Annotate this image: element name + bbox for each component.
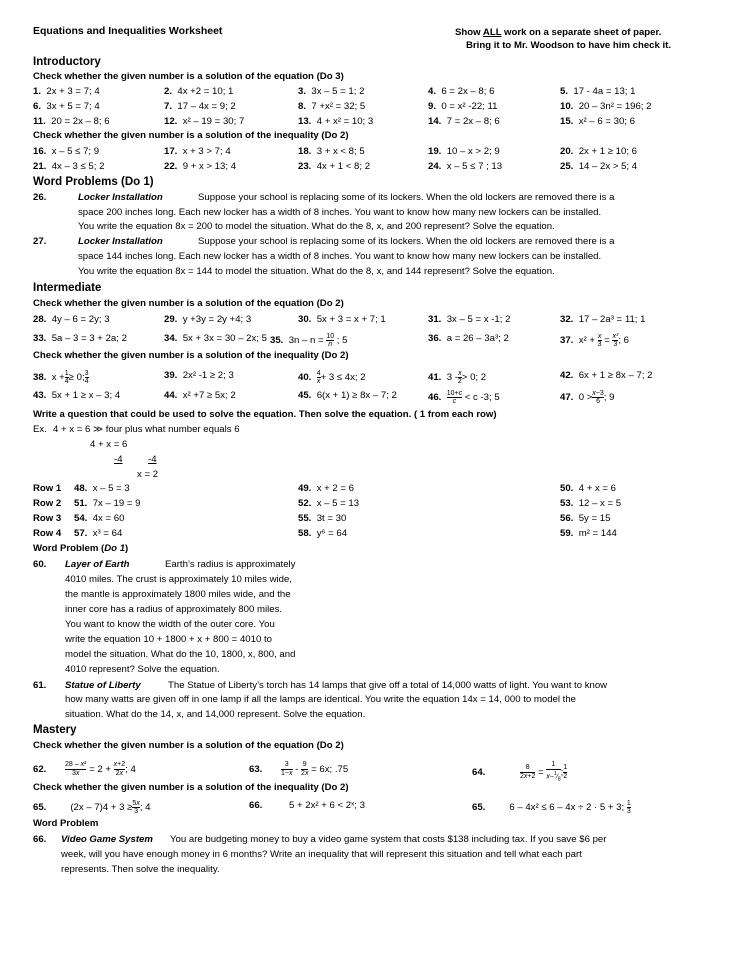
row-label: Row 3 <box>33 513 62 524</box>
problem-number: 66. <box>33 834 47 845</box>
problem-34: 34. 5x + 3x = 30 – 2x; 5 <box>164 333 267 344</box>
problem-title: Locker Installation <box>78 192 163 203</box>
problem-63: 63. $\frac{3}{1-x}$ - $\frac{9}{2x}$ = 6x; .75 <box>249 761 349 777</box>
problem-text: You write the equation 8x = 200 to model the situation. What do the 8, x, and 200 represent? Solve the equation. <box>78 221 555 232</box>
row-label: Row 4 <box>33 528 62 539</box>
mastery-ineq-instruction: Check whether the given number is a solution of the inequality (Do 2) <box>33 782 349 793</box>
problem-7: 7. 17 – 4x = 9; 2 <box>164 101 236 112</box>
row-problem: 55. 3t = 30 <box>298 513 347 524</box>
problem-33: 33. 5a – 3 = 3 + 2a; 2 <box>33 333 127 344</box>
problem-text: 4010 represent? Solve the equation. <box>65 664 220 675</box>
example-step3: x = 2 <box>137 469 159 480</box>
write-question-instruction: Write a question that could be used to solve the equation. Then solve the equation. ( 1 from each row) <box>33 409 497 420</box>
problem-5: 5. 17 - 4a = 13; 1 <box>560 86 636 97</box>
inter-eq-instruction: Check whether the given number is a solution of the equation (Do 2) <box>33 298 344 309</box>
problem-14: 14. 7 = 2x – 8; 6 <box>428 116 500 127</box>
problem-46: 46. $\frac{10+c}{c}$ < c -3; 5 <box>428 390 500 405</box>
problem-39: 39. 2x² -1 ≥ 2; 3 <box>164 370 234 381</box>
problem-text: You are budgeting money to buy a video game system that costs $138 including tax. If you save $6 per <box>170 834 607 845</box>
instructions-line2: Bring it to Mr. Woodson to have him check it. <box>466 40 672 51</box>
problem-20: 20. 2x + 1 ≥ 10; 6 <box>560 146 638 157</box>
problem-11: 11. 20 = 2x – 8; 6 <box>33 116 110 127</box>
section-mastery: Mastery <box>33 724 77 736</box>
problem-number: 27. <box>33 236 47 247</box>
problem-47: 47. 0 > $\frac{x-3}{6}$ ; 9 <box>560 390 615 405</box>
example-step1: 4 + x = 6 <box>90 439 128 450</box>
problem-number: 60. <box>33 559 47 570</box>
example-step2b: -4 <box>148 454 157 465</box>
problem-29: 29. y +3y = 2y +4; 3 <box>164 314 252 325</box>
problem-64: 64. $\frac{8}{2x+2}$ = $\frac{1}{x-^1⁄_8}$ ; $\frac{1}{2}$ <box>472 761 568 783</box>
problem-12: 12. x² – 19 = 30; 7 <box>164 116 245 127</box>
problem-6: 6. 3x + 5 = 7; 4 <box>33 101 100 112</box>
problem-text: how many watts are given off in one lamp if all the lamps are identical. You write the equation 14x = 14, 000 to model the <box>65 694 577 705</box>
problem-35: 35. 3n – n = $\frac{10}{n}$ ; 5 <box>270 333 348 348</box>
problem-22: 22. 9 + x > 13; 4 <box>164 161 237 172</box>
intro-ineq-instruction: Check whether the given number is a solution of the inequality (Do 2) <box>33 130 349 141</box>
problem-3: 3. 3x – 5 = 1; 2 <box>298 86 365 97</box>
example-step2a: -4 <box>114 454 123 465</box>
row-problem: 59. m² = 144 <box>560 528 617 539</box>
row-problem: 54. 4x = 60 <box>74 513 125 524</box>
problem-9: 9. 0 = x² -22; 11 <box>428 101 498 112</box>
problem-1: 1. 2x + 3 = 7; 4 <box>33 86 100 97</box>
problem-text: space 144 inches long. Each new locker has a width of 8 inches. You want to know how many new lockers can be installed. <box>78 251 602 262</box>
problem-28: 28. 4y – 6 = 2y; 3 <box>33 314 110 325</box>
problem-text: write the equation 10 + 1800 + x + 800 = 4010 to <box>65 634 272 645</box>
problem-24: 24. x – 5 ≤ 7 ; 13 <box>428 161 503 172</box>
problem-text: the mantle is approximately 1800 miles wide, and the <box>65 589 291 600</box>
mastery-eq-instruction: Check whether the given number is a solution of the equation (Do 2) <box>33 740 344 751</box>
intro-word-problems-heading: Word Problems (Do 1) <box>33 176 154 188</box>
problem-19: 19. 10 – x > 2; 9 <box>428 146 500 157</box>
row-problem: 50. 4 + x = 6 <box>560 483 617 494</box>
problem-36: 36. a = 26 – 3a³; 2 <box>428 333 509 344</box>
problem-31: 31. 3x – 5 = x -1; 2 <box>428 314 511 325</box>
problem-text: The Statue of Liberty’s torch has 14 lamps that give off a total of 14,000 watts of light. You want to know <box>168 680 608 691</box>
example-equation: 4 + x = 6 ≫ four plus what number equals 6 <box>53 424 240 435</box>
problem-8: 8. 7 +x² = 32; 5 <box>298 101 366 112</box>
problem-25: 25. 14 – 2x > 5; 4 <box>560 161 638 172</box>
problem-number: 26. <box>33 192 47 203</box>
problem-text: Earth’s radius is approximately <box>165 559 296 570</box>
problem-title: Layer of Earth <box>65 559 130 570</box>
problem-15: 15. x² – 6 = 30; 6 <box>560 116 635 127</box>
problem-text: space 200 inches long. Each new locker has a width of 8 inches. You want to know how many new lockers can be installed. <box>78 207 602 218</box>
row-problem: 53. 12 – x = 5 <box>560 498 622 509</box>
problem-37: 37. x² + $\frac{x}{3}$ = $\frac{\text{x³}}{3}$ ; 6 <box>560 333 629 348</box>
problem-42: 42. 6x + 1 ≥ 8x – 7; 2 <box>560 370 653 381</box>
problem-text: model the situation. What do the 10, 1800, x, 800, and <box>65 649 296 660</box>
problem-44: 44. x² +7 ≥ 5x; 2 <box>164 390 236 401</box>
row-problem: 57. x³ = 64 <box>74 528 123 539</box>
problem-38: 38. x + $\frac{1}{4}$ ≥ 0; $\frac{3}{4}$ <box>33 370 89 385</box>
problem-43: 43. 5x + 1 ≥ x – 3; 4 <box>33 390 121 401</box>
row-problem: 52. x – 5 = 13 <box>298 498 360 509</box>
problem-text: 4010 miles. The crust is approximately 10 miles wide, <box>65 574 292 585</box>
problem-text: represents. Then solve the inequality. <box>61 864 220 875</box>
problem-21: 21. 4x – 3 ≤ 5; 2 <box>33 161 105 172</box>
problem-23: 23. 4x + 1 < 8; 2 <box>298 161 371 172</box>
inter-ineq-instruction: Check whether the given number is a solution of the inequality (Do 2) <box>33 350 349 361</box>
problem-65: 65. (2x – 7)4 + 3 ≥ $\frac{5x}{3}$ ; 4 <box>33 800 151 815</box>
problem-title: Locker Installation <box>78 236 163 247</box>
row-label: Row 1 <box>33 483 62 494</box>
row-problem: 48. x – 5 = 3 <box>74 483 130 494</box>
problem-2: 2. 4x +2 = 10; 1 <box>164 86 234 97</box>
row-problem: 51. 7x – 19 = 9 <box>74 498 141 509</box>
problem-17: 17. x + 3 > 7; 4 <box>164 146 231 157</box>
problem-16: 16. x – 5 ≤ 7; 9 <box>33 146 100 157</box>
intro-eq-instruction: Check whether the given number is a solution of the equation (Do 3) <box>33 71 344 82</box>
problem-13: 13. 4 + x² = 10; 3 <box>298 116 374 127</box>
page-title: Equations and Inequalities Worksheet <box>33 25 223 37</box>
problem-number: 61. <box>33 680 47 691</box>
problem-62: 62. $\frac{\text{28 – x²}}{3x}$ = 2 + $\frac{x+2}{2x}$ ; 4 <box>33 761 136 777</box>
problem-45: 45. 6(x + 1) ≥ 8x – 7; 2 <box>298 390 397 401</box>
problem-10: 10. 20 – 3n² = 196; 2 <box>560 101 652 112</box>
problem-title: Video Game System <box>61 834 153 845</box>
row-problem: 49. x + 2 = 6 <box>298 483 355 494</box>
problem-text: situation. What do the 14, x, and 14,000 represent. Solve the equation. <box>65 709 366 720</box>
row-label: Row 2 <box>33 498 62 509</box>
problem-4: 4. 6 = 2x – 8; 6 <box>428 86 495 97</box>
row-problem: 56. 5y = 15 <box>560 513 611 524</box>
problem-text: Suppose your school is replacing some of its lockers. When the old lockers are removed there is a <box>198 192 615 203</box>
problem-text: Suppose your school is replacing some of its lockers. When the old lockers are removed there is a <box>198 236 615 247</box>
problem-66: 66. 5 + 2x² + 6 < 2ˣ; 3 <box>249 800 365 811</box>
problem-text: week, will you have enough money in 6 months? Write an inequality that will represent this situation and tell what each part <box>61 849 582 860</box>
problem-18: 18. 3 + x < 8; 5 <box>298 146 365 157</box>
problem-text: You want to know the width of the outer core. You <box>65 619 275 630</box>
problem-65b: 65. 6 – 4x² ≤ 6 – 4x ÷ 2 · 5 + 3; $\frac{1}{3}$ <box>472 800 631 815</box>
problem-30: 30. 5x + 3 = x + 7; 1 <box>298 314 386 325</box>
problem-text: You write the equation 8x = 144 to model the situation. What do the 8, x, and 144 represent? Solve the equation. <box>78 266 555 277</box>
section-introductory: Introductory <box>33 56 101 68</box>
problem-41: 41. 3 - $\frac{x}{2}$ > 0; 2 <box>428 370 487 385</box>
mastery-word-problem-heading: Word Problem <box>33 818 99 829</box>
problem-40: 40. $\frac{4}{x}$ + 3 ≤ 4x; 2 <box>298 370 366 385</box>
example-label: Ex. <box>33 424 47 435</box>
problem-text: inner core has a radius of approximately 800 miles. <box>65 604 283 615</box>
section-intermediate: Intermediate <box>33 282 102 294</box>
instructions-line1: Show ALL work on a separate sheet of paper. <box>455 27 662 38</box>
inter-word-problem-heading: Word Problem (Do 1) <box>33 543 129 554</box>
problem-32: 32. 17 – 2a³ = 11; 1 <box>560 314 646 325</box>
problem-title: Statue of Liberty <box>65 680 141 691</box>
row-problem: 58. y⁶ = 64 <box>298 528 348 539</box>
